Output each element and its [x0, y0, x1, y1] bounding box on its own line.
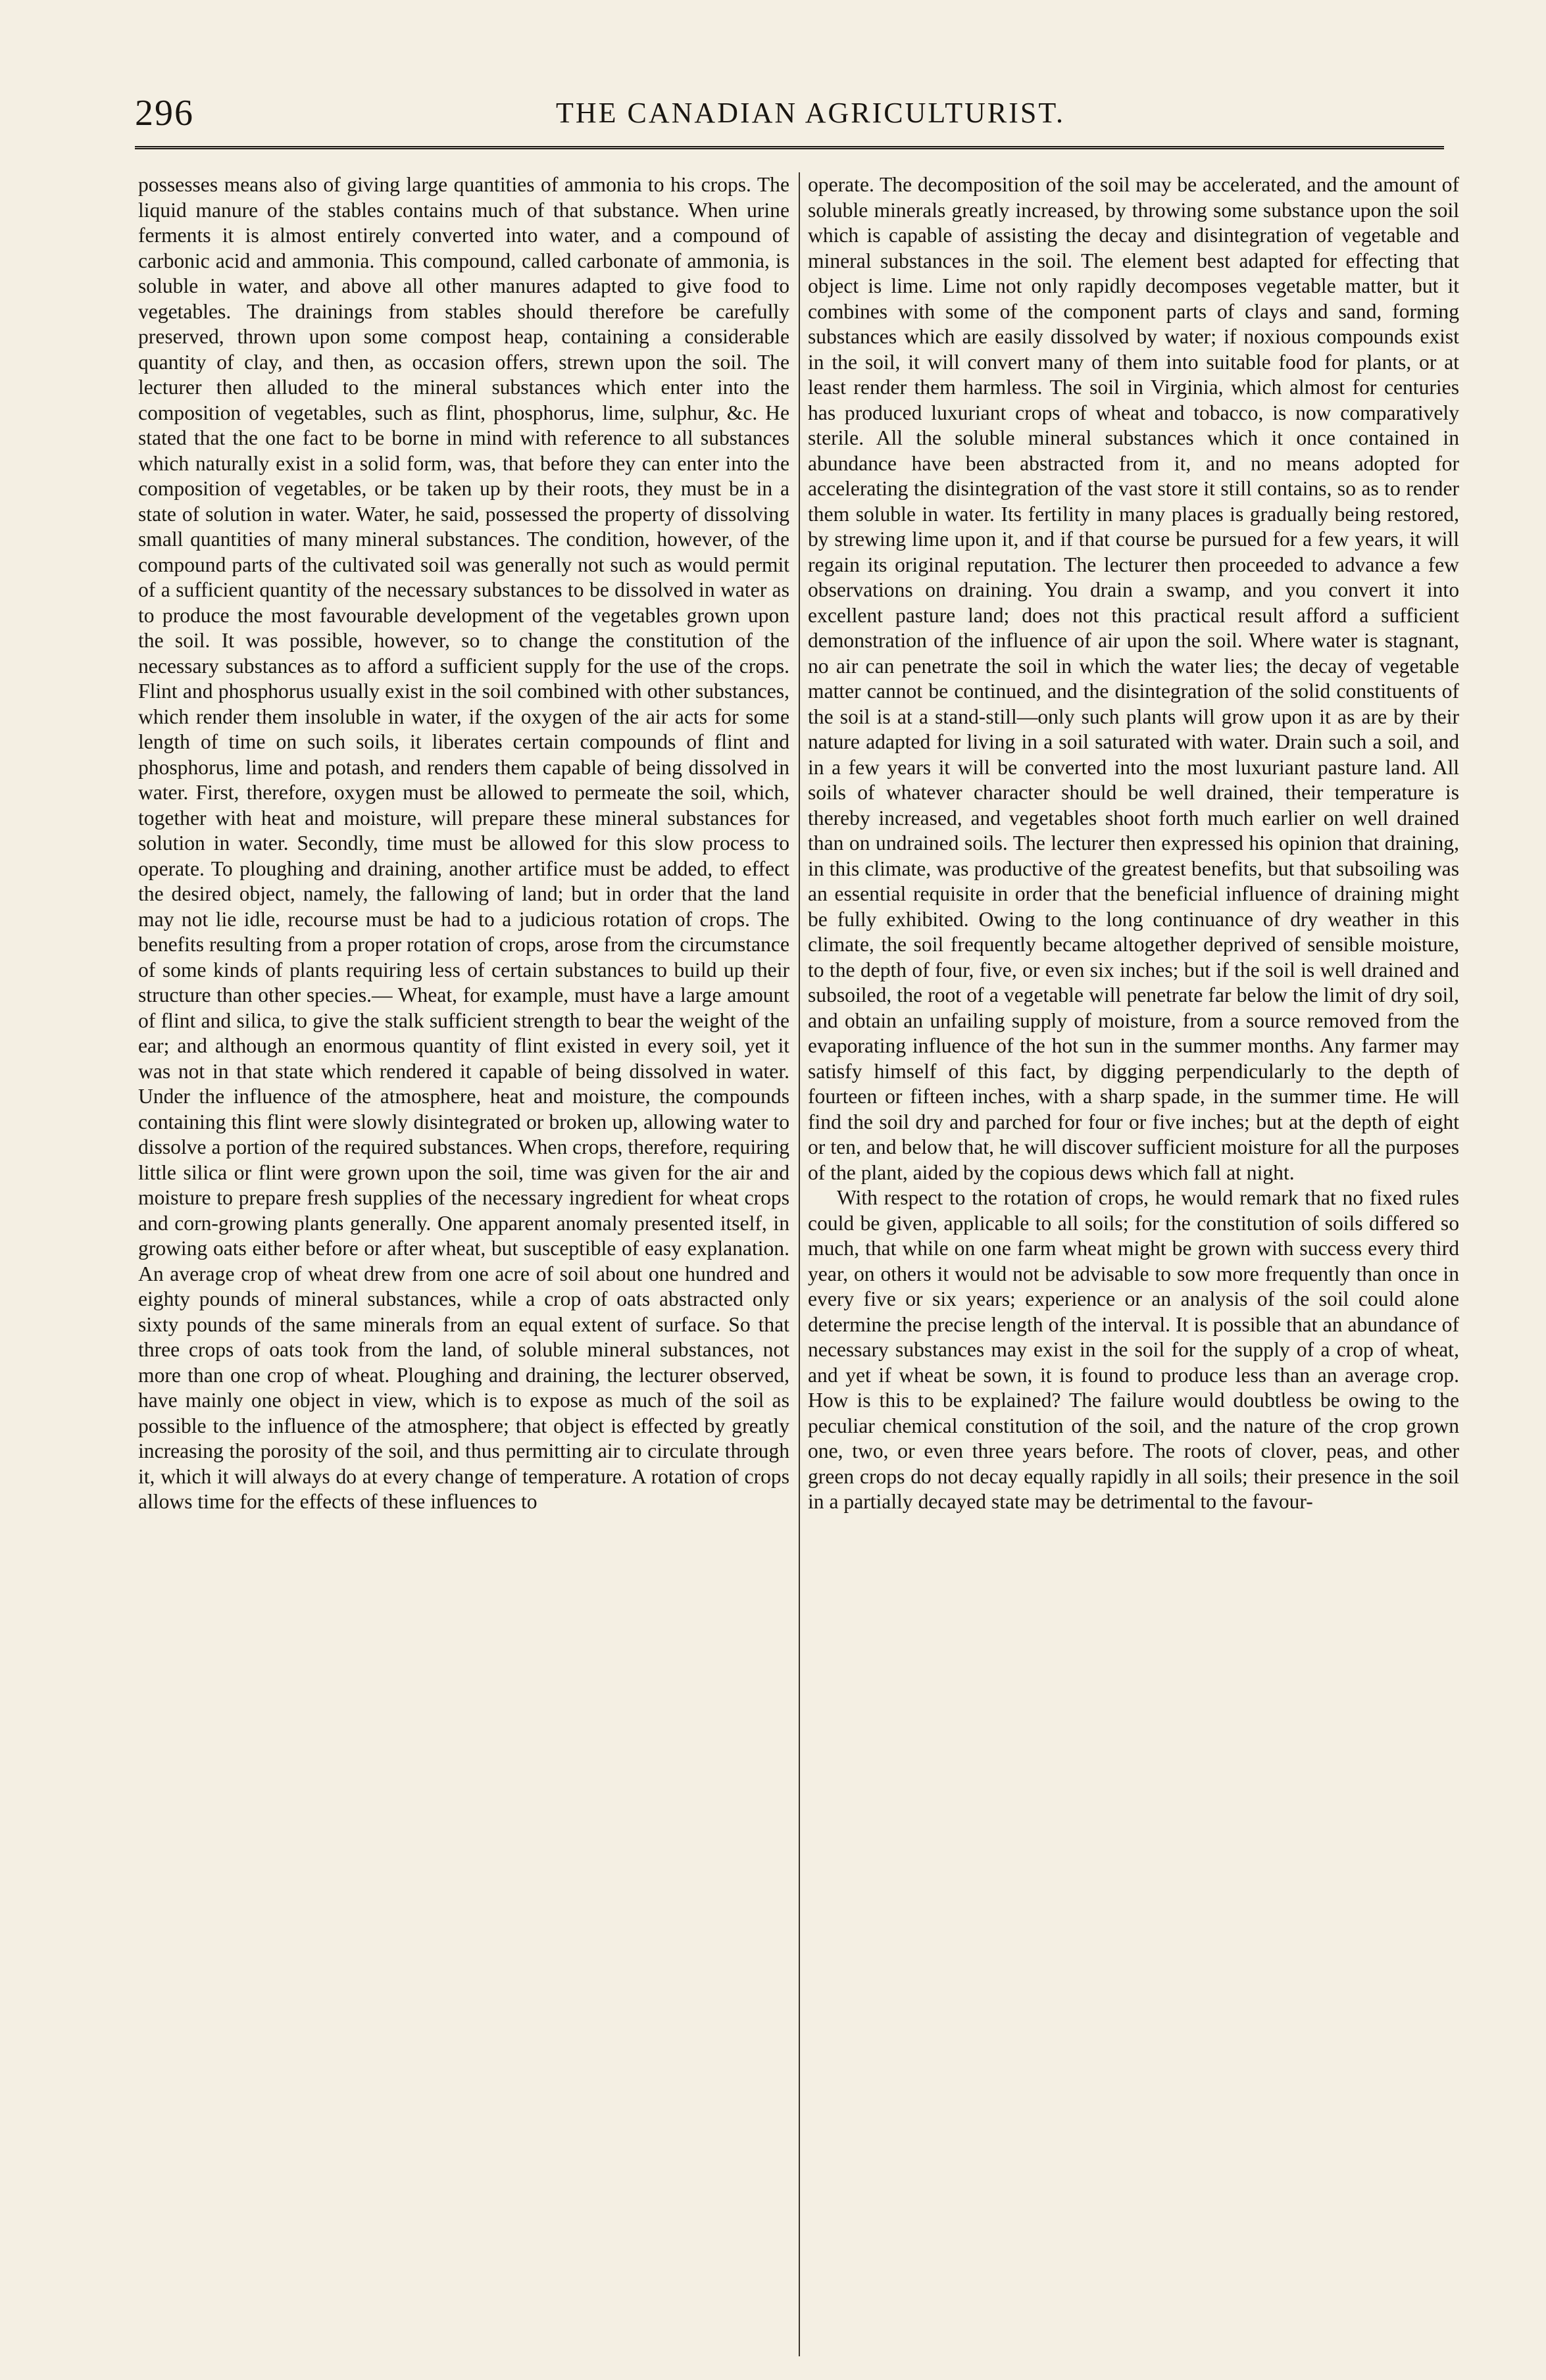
page-number: 296: [135, 93, 194, 134]
page-header: [0, 0, 1546, 132]
running-title: THE CANADIAN AGRICULTURIST.: [556, 97, 1065, 129]
right-column: [808, 172, 1459, 2363]
column-divider: [799, 172, 800, 2356]
right-paragraph-2: With respect to the rotation of crops, he would remark that no fixed rules could be given, applicable to all soils; for the constitution of soils differed so much, that while on one farm wheat might be grown with success every third year, on others it would not be advisable to sow more frequently than once in every five or six years; experience or an analysis of the soil could alone determine the precise length of the interval. It is possible that an abundance of necessary substances may exist in the soil for the supply of a crop of wheat, and yet if wheat be sown, it is found to produce less than an average crop. How is this to be explained? The failure would doubtless be owing to the peculiar chemical constitution of the soil, and the nature of the crop grown one, two, or even three years before. The roots of clover, peas, and other green crops do not decay equally rapidly in all soils; their presence in the soil in a partially decayed state may be detrimental to the favour-: [808, 1186, 1459, 1513]
left-paragraph-1: possesses means also of giving large quantities of ammonia to his crops. The liquid manure of the stables contains much of that substance. When urine ferments it is almost entirely converted into water, and a compound of carbonic acid and ammonia. This compound, called carbonate of ammonia, is soluble in water, and above all other manures adapted to give food to vegetables. The drainings from stables should therefore be carefully preserved, thrown upon some compost heap, containing a considerable quantity of clay, and then, as occasion offers, strewn upon the soil. The lecturer then alluded to the mineral substances which enter into the composition of vegetables, such as flint, phosphorus, lime, sulphur, &c. He stated that the one fact to be borne in mind with reference to all substances which naturally exist in a solid form, was, that before they can enter into the composition of vegetables, or be taken up by their roots, they must be in a state of solution in water. Water, he said, possessed the property of dissolving small quantities of many mineral substances. The condition, however, of the compound parts of the cultivated soil was generally not such as would permit of a sufficient quantity of the necessary substances to be dissolved in water as to produce the most favourable development of the vegetables grown upon the soil. It was possible, however, so to change the constitution of the necessary substances as to afford a sufficient supply for the use of the crops. Flint and phosphorus usually exist in the soil combined with other substances, which render them insoluble in water, if the oxygen of the air acts for some length of time on such soils, it liberates certain compounds of flint and phosphorus, lime and potash, and renders them capable of being dissolved in water. First, therefore, oxygen must be allowed to permeate the soil, which, together with heat and moisture, will prepare these mineral substances for solution in water. Secondly, time must be allowed for this slow process to operate. To ploughing and draining, another artifice must be added, to effect the desired object, namely, the fallowing of land; but in order that the land may not lie idle, recourse must be had to a judicious rotation of crops. The benefits resulting from a proper rotation of crops, arose from the circumstance of some kinds of plants requiring less of certain substances to build up their structure than other species.— Wheat, for example, must have a large amount of flint and silica, to give the stalk sufficient strength to bear the weight of the ear; and although an enormous quantity of flint existed in every soil, yet it was not in that state which rendered it capable of being dissolved in water. Under the influence of the atmosphere, heat and moisture, the compounds containing this flint were slowly disintegrated or broken up, allowing water to dissolve a portion of the required substances. When crops, therefore, requiring little silica or flint were grown upon the soil, time was given for the air and moisture to prepare fresh supplies of the necessary ingredient for wheat crops and corn-growing plants generally. One apparent anomaly presented itself, in growing oats either before or after wheat, but susceptible of easy explanation. An average crop of wheat drew from one acre of soil about one hundred and eighty pounds of mineral substances, while a crop of oats abstracted only sixty pounds of the same minerals from an equal extent of surface. So that three crops of oats took from the land, of soluble mineral substances, not more than one crop of wheat. Ploughing and draining, the lecturer observed, have mainly one object in view, which is to expose as much of the soil as possible to the influence of the atmosphere; that object is effected by greatly increasing the porosity of the soil, and thus permitting air to circulate through it, which it will always do at every change of temperature. A rotation of crops allows time for the effects of these influences to: [138, 173, 789, 1513]
right-paragraph-1: operate. The decomposition of the soil may be accelerated, and the amount of soluble minerals greatly increased, by throwing some substance upon the soil which is capable of assisting the decay and disintegration of vegetable and mineral substances in the soil. The element best adapted for effecting that object is lime. Lime not only rapidly decomposes vegetable matter, but it combines with some of the component parts of clays and sand, forming substances which are easily dissolved by water; if noxious compounds exist in the soil, it will convert many of them into suitable food for plants, or at least render them harmless. The soil in Virginia, which almost for centuries has produced luxuriant crops of wheat and tobacco, is now comparatively sterile. All the soluble mineral substances which it once contained in abundance have been abstracted from it, and no means adopted for accelerating the disintegration of the vast store it still contains, so as to render them soluble in water. Its fertility in many places is gradually being restored, by strewing lime upon it, and if that course be pursued for a few years, it will regain its original reputation. The lecturer then proceeded to advance a few observations on draining. You drain a swamp, and you convert it into excellent pasture land; does not this practical result afford a sufficient demonstration of the influence of air upon the soil. Where water is stagnant, no air can penetrate the soil in which the water lies; the decay of vegetable matter cannot be continued, and the disintegration of the solid constituents of the soil is at a stand-still—only such plants will grow upon it as are by their nature adapted for living in a soil saturated with water. Drain such a soil, and in a few years it will be converted into the most luxuriant pasture land. All soils of whatever character should be well drained, their temperature is thereby increased, and vegetables shoot forth much earlier on well drained than on undrained soils. The lecturer then expressed his opinion that draining, in this climate, was productive of the greatest benefits, but that subsoiling was an essential requisite in order that the beneficial influence of draining might be fully exhibited. Owing to the long continuance of dry weather in this climate, the soil frequently became altogether deprived of sensible moisture, to the depth of four, five, or even six inches; but if the soil is well drained and subsoiled, the root of a vegetable will penetrate far below the limit of dry soil, and obtain an unfailing supply of moisture, from a source removed from the evaporating influence of the hot sun in the summer months. Any farmer may satisfy himself of this fact, by digging perpendicularly to the depth of fourteen or fifteen inches, with a sharp spade, in the summer time. He will find the soil dry and parched for four or five inches; but at the depth of eight or ten, and below that, he will discover sufficient moisture for all the purposes of the plant, aided by the copious dews which fall at night.: [808, 173, 1459, 1184]
left-column: [138, 172, 789, 2363]
header-rule: [135, 146, 1444, 149]
